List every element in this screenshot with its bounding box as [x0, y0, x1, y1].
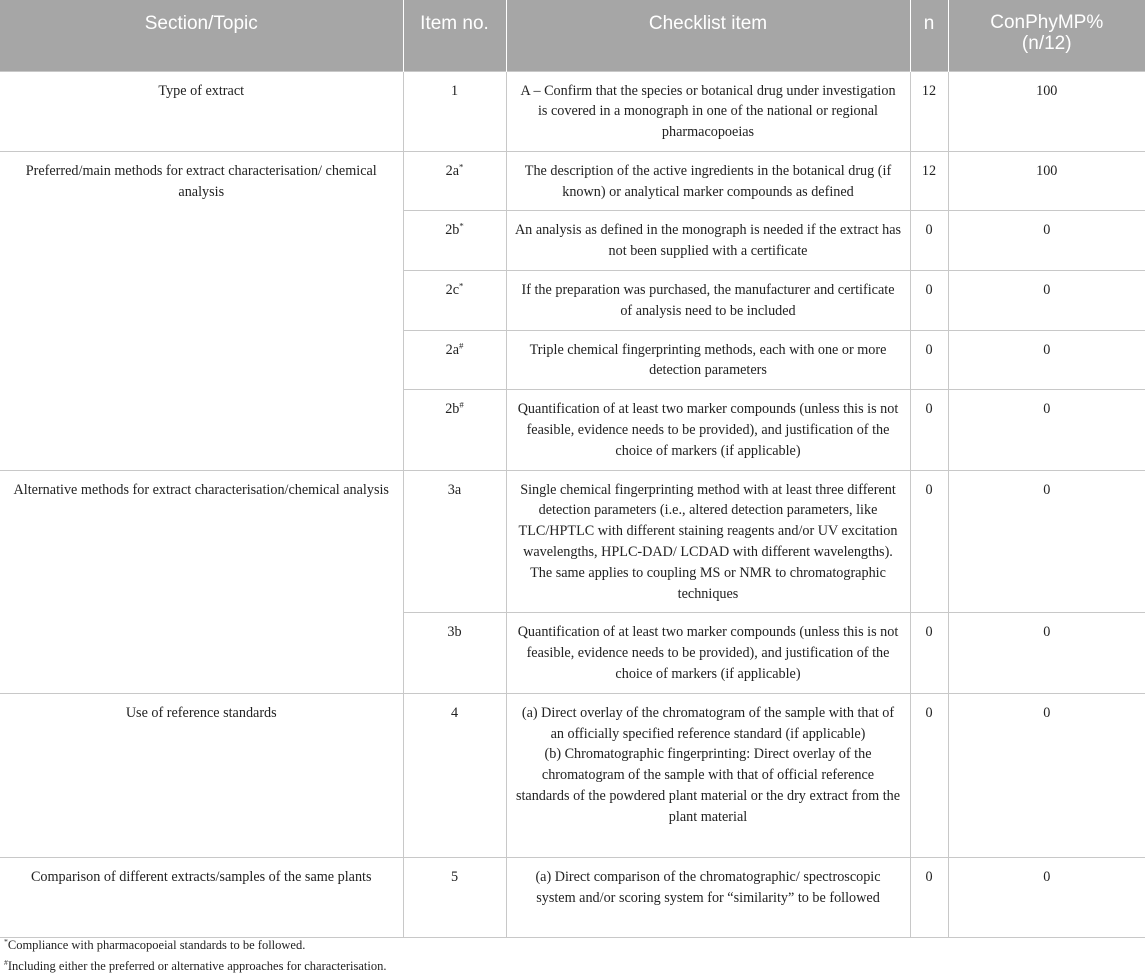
checklist-cell: (a) Direct comparison of the chromatographic/ spectroscopic system and/or scoring system for “similarity” to be followed [506, 857, 910, 937]
n-cell: 0 [910, 613, 948, 693]
n-cell: 0 [910, 470, 948, 613]
checklist-cell: Quantification of at least two marker compounds (unless this is not feasible, evidence needs to be provided), and justification of the choice of markers (if applicable) [506, 390, 910, 470]
checklist-cell: Single chemical fingerprinting method with at least three different detection parameters (i.e., altered detection parameters, like TLC/HPTLC with different staining reagents and/or UV excitation wavelengths, HPLC-DAD/ LCDAD with different wavelengths). The same applies to coupling MS or NMR to chromatographic techniques [506, 470, 910, 613]
n-cell: 0 [910, 693, 948, 857]
checklist-cell: Triple chemical fingerprinting methods, each with one or more detection parameters [506, 330, 910, 390]
item-no-cell: 2b# [403, 390, 506, 470]
percent-cell: 0 [948, 330, 1145, 390]
section-cell: Use of reference standards [0, 693, 403, 857]
item-no-cell: 5 [403, 857, 506, 937]
item-no-cell: 3b [403, 613, 506, 693]
table-row [0, 151, 1145, 211]
section-cell: Alternative methods for extract characterisation/chemical analysis [0, 470, 403, 693]
percent-cell: 0 [948, 271, 1145, 331]
checklist-cell: The description of the active ingredients in the botanical drug (if known) or analytical marker compounds as defined [506, 151, 910, 211]
table-header-row [0, 0, 1145, 71]
checklist-cell: Quantification of at least two marker compounds (unless this is not feasible, evidence needs to be provided), and justification of the choice of markers (if applicable) [506, 613, 910, 693]
item-no-cell: 2b* [403, 211, 506, 271]
section-cell: Comparison of different extracts/samples of the same plants [0, 857, 403, 937]
n-cell: 0 [910, 330, 948, 390]
percent-cell: 0 [948, 211, 1145, 271]
table-row [0, 857, 1145, 937]
footnote: *Compliance with pharmacopoeial standards to be followed. [4, 936, 306, 952]
table-row [0, 693, 1145, 857]
item-no-cell: 3a [403, 470, 506, 613]
checklist-cell: An analysis as defined in the monograph is needed if the extract has not been supplied with a certificate [506, 211, 910, 271]
footnote: #Including either the preferred or alternative approaches for characterisation. [4, 957, 387, 973]
header-section-topic: Section/Topic [0, 0, 403, 71]
percent-cell: 100 [948, 71, 1145, 151]
table-row [0, 71, 1145, 151]
item-no-cell: 2c* [403, 271, 506, 331]
item-no-cell: 4 [403, 693, 506, 857]
n-cell: 0 [910, 857, 948, 937]
percent-cell: 0 [948, 470, 1145, 613]
percent-cell: 0 [948, 857, 1145, 937]
table-footnotes [4, 935, 387, 977]
header-conphymp-percent: ConPhyMP% (n/12) [948, 0, 1145, 71]
percent-cell: 0 [948, 390, 1145, 470]
percent-cell: 0 [948, 613, 1145, 693]
header-n: n [910, 0, 948, 71]
item-no-cell: 2a* [403, 151, 506, 211]
percent-cell: 100 [948, 151, 1145, 211]
checklist-cell: If the preparation was purchased, the manufacturer and certificate of analysis need to be included [506, 271, 910, 331]
table-row [0, 470, 1145, 613]
item-no-cell: 2a# [403, 330, 506, 390]
header-item-no: Item no. [403, 0, 506, 71]
n-cell: 12 [910, 151, 948, 211]
checklist-cell: A – Confirm that the species or botanical drug under investigation is covered in a monograph in one of the national or regional pharmacopoeias [506, 71, 910, 151]
n-cell: 0 [910, 271, 948, 331]
n-cell: 0 [910, 390, 948, 470]
n-cell: 0 [910, 211, 948, 271]
checklist-cell: (a) Direct overlay of the chromatogram of the sample with that of an officially specified reference standard (if applicable) (b) Chromatographic fingerprinting: Direct overlay of the chromatogram of the sample with that of official reference standards of the powdered plant material or the dry extract from the plant material [506, 693, 910, 857]
item-no-cell: 1 [403, 71, 506, 151]
header-checklist-item: Checklist item [506, 0, 910, 71]
section-cell: Preferred/main methods for extract characterisation/ chemical analysis [0, 151, 403, 470]
n-cell: 12 [910, 71, 948, 151]
percent-cell: 0 [948, 693, 1145, 857]
section-cell: Type of extract [0, 71, 403, 151]
